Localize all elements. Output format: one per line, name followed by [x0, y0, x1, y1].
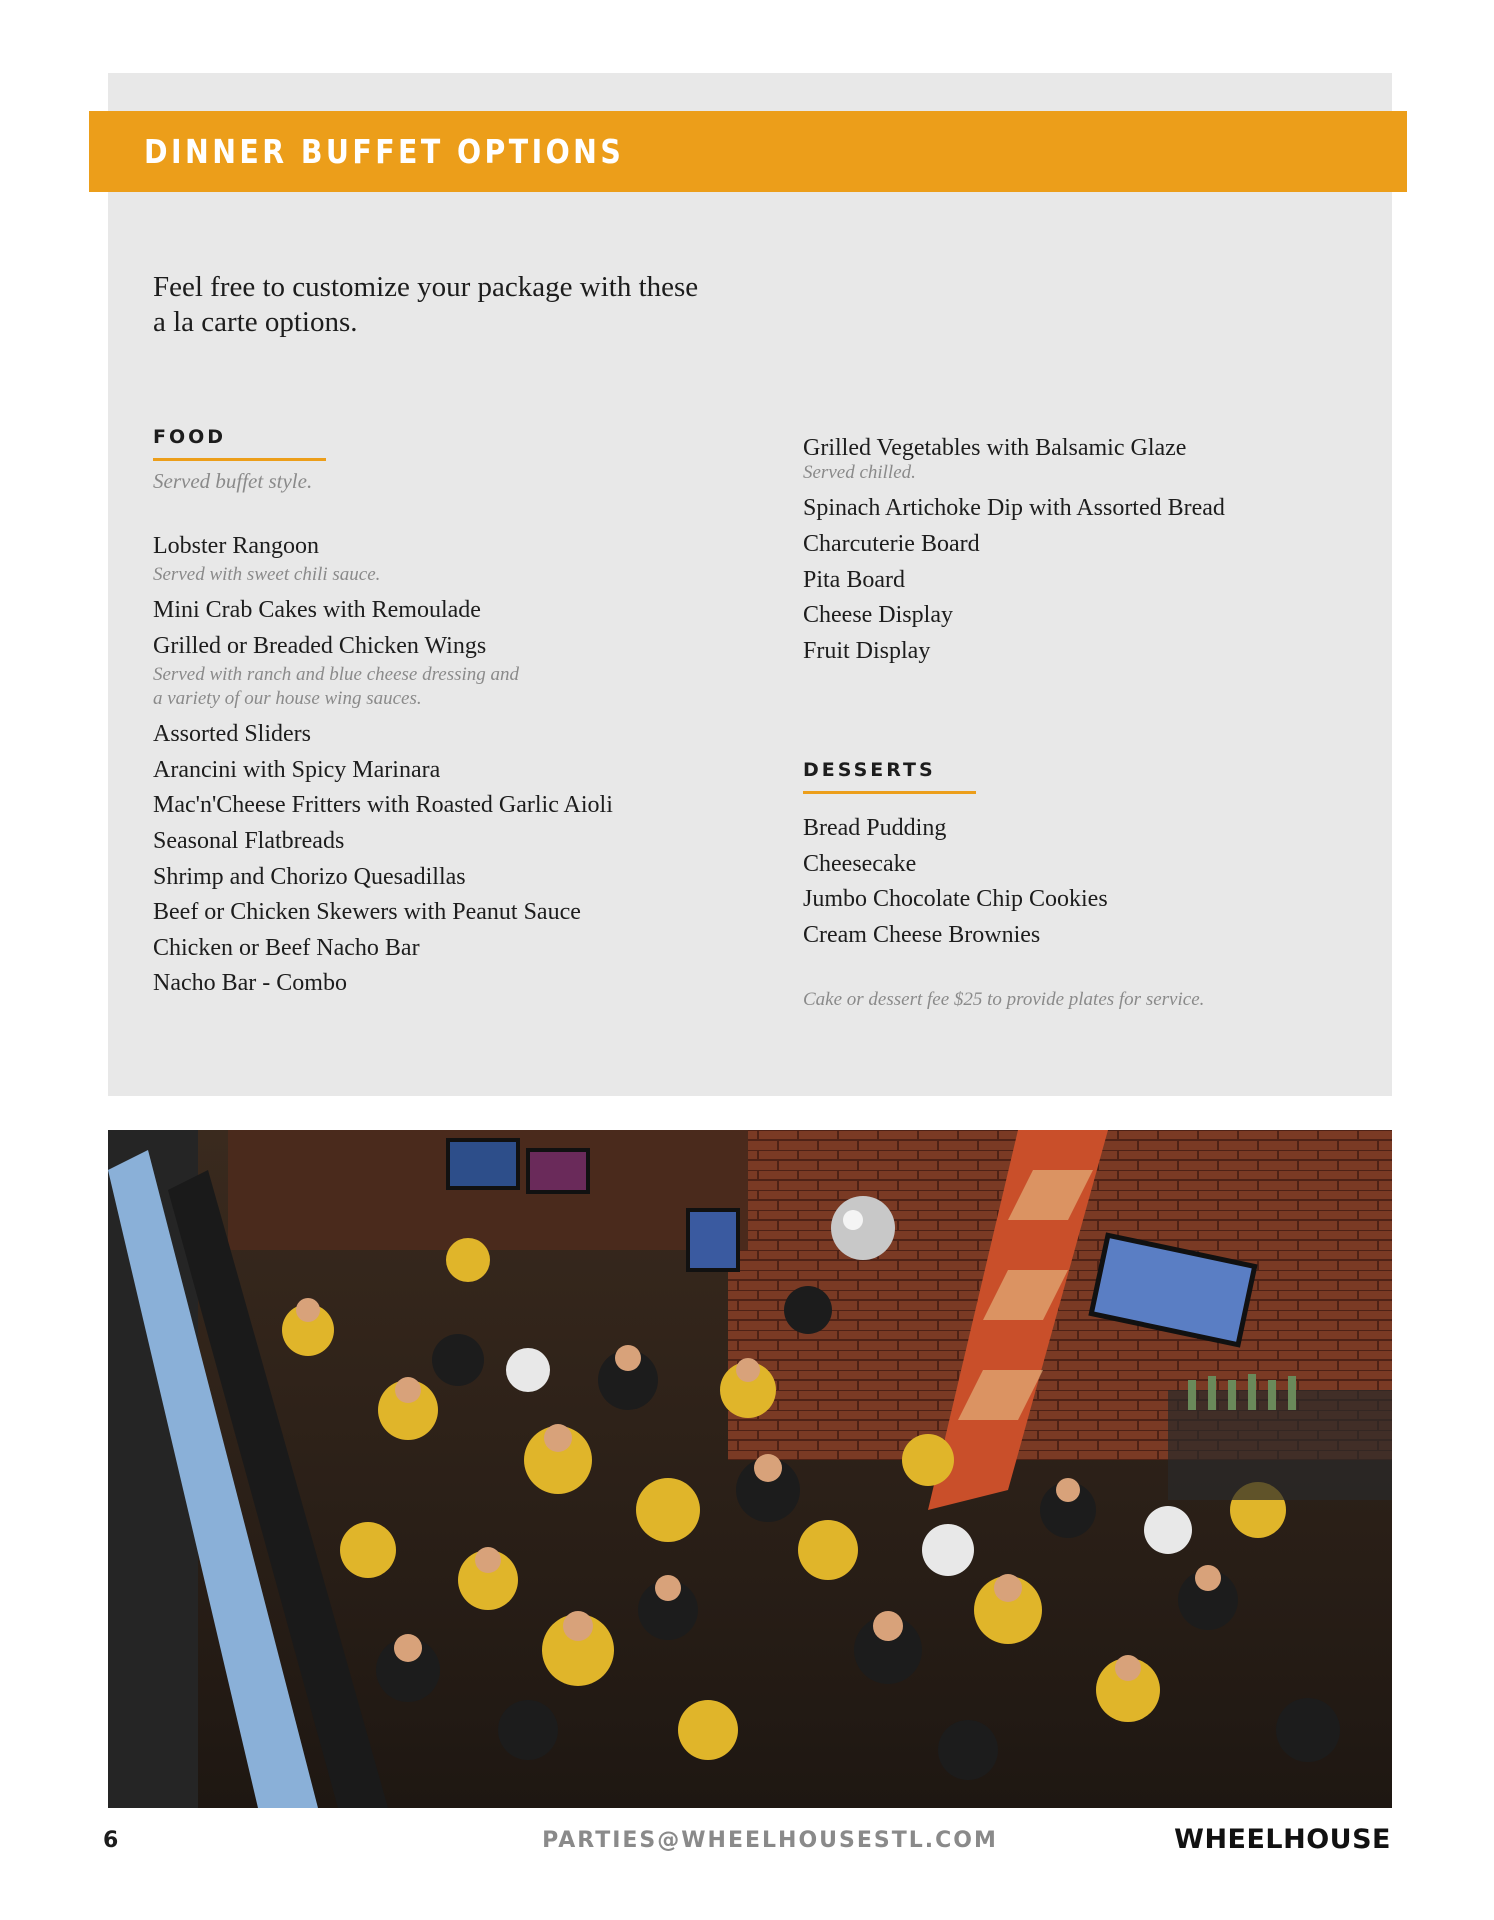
menu-item: Pita Board [803, 567, 905, 593]
menu-item: Cheesecake [803, 851, 917, 877]
brand-logo: WHEELHOUSE [1174, 1824, 1391, 1855]
menu-item: Grilled Vegetables with Balsamic Glaze [803, 435, 1187, 461]
menu-item: Bread Pudding [803, 815, 947, 841]
menu-item: Chicken or Beef Nacho Bar [153, 935, 420, 961]
menu-item: Cream Cheese Brownies [803, 922, 1041, 948]
menu-item: Mac'n'Cheese Fritters with Roasted Garlic Aioli [153, 792, 613, 818]
intro-text: Feel free to customize your package with these a la carte options. [153, 271, 699, 338]
food-note: Served buffet style. [153, 469, 313, 493]
menu-item: Charcuterie Board [803, 531, 980, 557]
desserts-heading-rule [803, 791, 976, 794]
desserts-heading: DESSERTS [803, 759, 936, 781]
menu-item: Shrimp and Chorizo Quesadillas [153, 864, 466, 890]
page-number: 6 [103, 1828, 119, 1853]
menu-item: Seasonal Flatbreads [153, 828, 345, 854]
dessert-fee-note: Cake or dessert fee $25 to provide plates for service. [803, 989, 1205, 1010]
contact-email[interactable]: PARTIES@WHEELHOUSESTL.COM [542, 1828, 998, 1853]
menu-item-note: Served with sweet chili sauce. [153, 564, 381, 585]
menu-item: Cheese Display [803, 602, 953, 628]
food-heading: FOOD [153, 426, 227, 448]
menu-item: Fruit Display [803, 638, 931, 664]
menu-item: Jumbo Chocolate Chip Cookies [803, 886, 1108, 912]
page-title: DINNER BUFFET OPTIONS [144, 132, 625, 171]
menu-item: Assorted Sliders [153, 721, 311, 747]
title-banner [89, 111, 1407, 192]
menu-item-note: Served chilled. [803, 462, 916, 483]
menu-item: Lobster Rangoon [153, 533, 319, 559]
bar-crowd-photo [108, 1130, 1392, 1808]
menu-item: Spinach Artichoke Dip with Assorted Bread [803, 495, 1225, 521]
menu-item-note: Served with ranch and blue cheese dressing and [153, 664, 520, 685]
menu-item: Arancini with Spicy Marinara [153, 757, 441, 783]
food-heading-rule [153, 458, 326, 461]
menu-item-note: a variety of our house wing sauces. [153, 688, 422, 709]
menu-item: Mini Crab Cakes with Remoulade [153, 597, 481, 623]
menu-item: Grilled or Breaded Chicken Wings [153, 633, 487, 659]
menu-item: Beef or Chicken Skewers with Peanut Sauce [153, 899, 581, 925]
menu-item: Nacho Bar - Combo [153, 970, 347, 996]
